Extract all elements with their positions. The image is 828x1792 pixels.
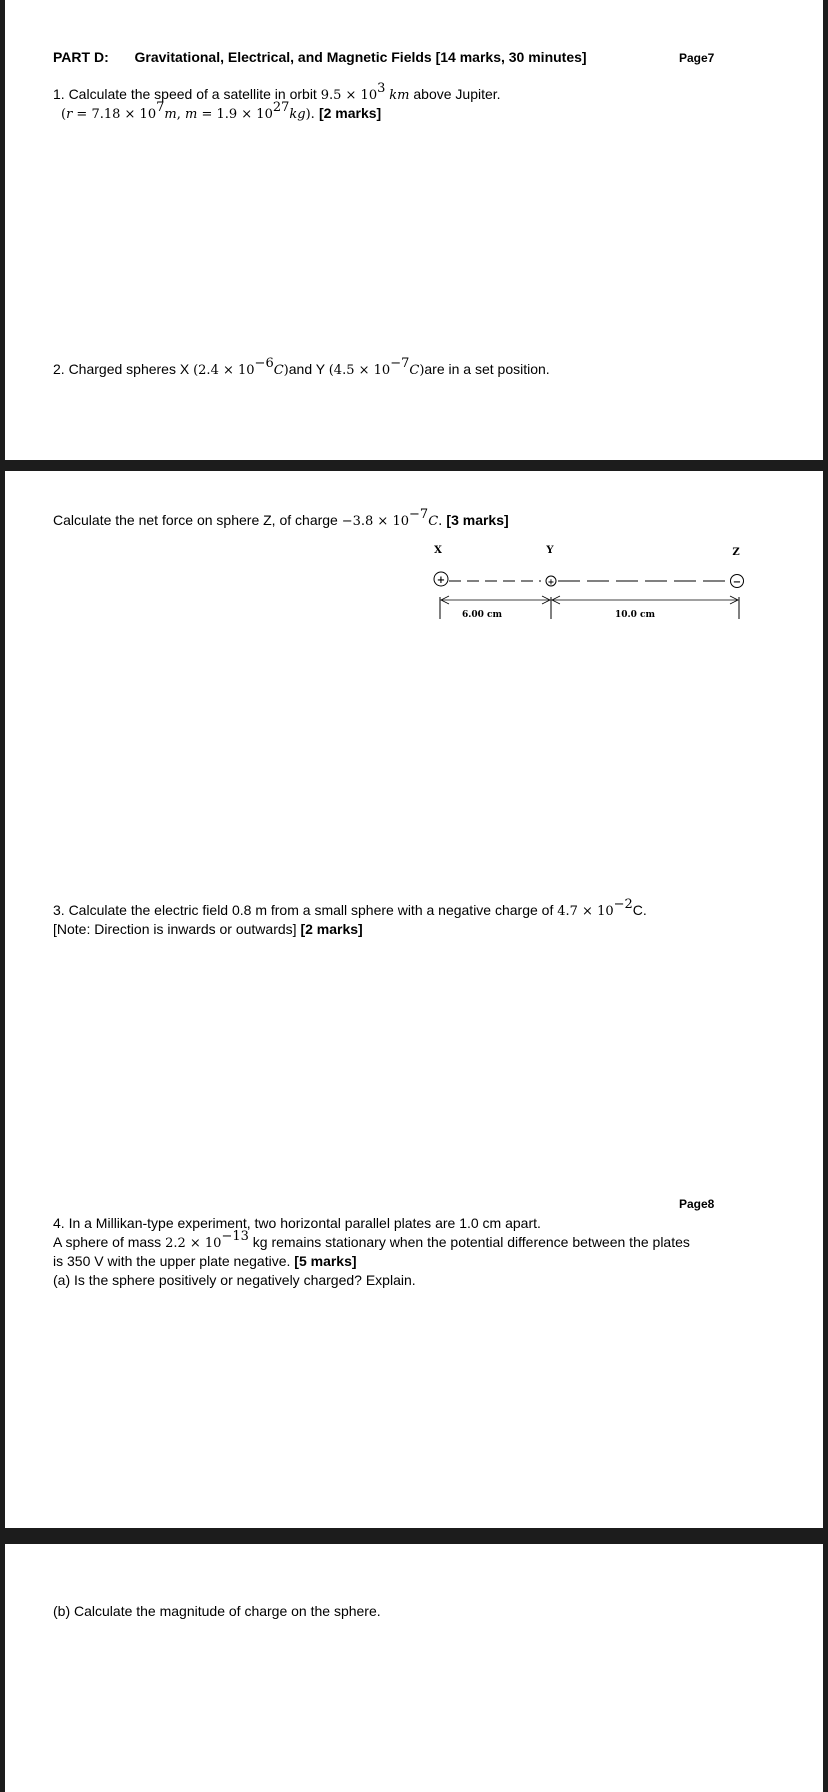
question-1-line-1: 1. Calculate the speed of a satellite in orbit $9.5 \times 10^3$ km above Jupiter. bbox=[53, 80, 501, 103]
marks-label: [3 marks] bbox=[446, 512, 509, 528]
marks-label: [5 marks] bbox=[294, 1253, 357, 1269]
marks-label: [2 marks] bbox=[300, 921, 363, 937]
page-7-continued bbox=[5, 471, 823, 1528]
question-2-line: 2. Charged spheres X $(2.4 \times 10^{-6}C)and$ Y $(4.5 \times 10^{-7}C)are$ in a set position. bbox=[53, 355, 550, 378]
page-number: Page7 bbox=[679, 51, 715, 65]
sphere-z-sign: − bbox=[732, 577, 742, 588]
question-4b: (b) Calculate the magnitude of charge on the sphere. bbox=[53, 1603, 381, 1619]
question-3-line-2: [Note: Direction is inwards or outwards] [2 marks] bbox=[53, 921, 363, 937]
question-4-line-1: 4. In a Millikan-type experiment, two horizontal parallel plates are 1.0 cm apart. bbox=[53, 1215, 541, 1231]
sphere-x-sign: + bbox=[436, 575, 446, 586]
label-z: Z bbox=[732, 547, 740, 558]
page-number: Page8 bbox=[679, 1197, 715, 1211]
question-3-line-1: 3. Calculate the electric field 0.8 m from a small sphere with a negative charge of $4.7 \times 10^{-2}C$. bbox=[53, 896, 647, 919]
question-4-line-3: is 350 V with the upper plate negative. [5 marks] bbox=[53, 1253, 357, 1269]
part-title: Gravitational, Electrical, and Magnetic Fields [14 marks, 30 minutes] bbox=[134, 49, 587, 65]
sphere-y-sign: + bbox=[547, 576, 555, 587]
question-4a: (a) Is the sphere positively or negatively charged? Explain. bbox=[53, 1272, 416, 1288]
part-heading bbox=[53, 48, 587, 66]
question-4-line-2: A sphere of mass $2.2 \times 10^{-13}$ kg remains stationary when the potential difference between the plates bbox=[53, 1228, 690, 1251]
label-y: Y bbox=[546, 545, 554, 556]
question-2-continued: Calculate the net force on sphere Z, of charge $-3.8 \times 10^{-7}C$. [3 marks] bbox=[53, 506, 509, 529]
distance-xy-label: 6.00 cm bbox=[461, 610, 503, 620]
page-8-continued bbox=[5, 1544, 823, 1792]
marks-label: [2 marks] bbox=[318, 105, 382, 121]
page-7 bbox=[5, 0, 823, 460]
part-label: PART D: bbox=[53, 49, 109, 65]
question-1-line-2: ($r = 7.18 \times 10^7m$, $m = 1.9 \times 10^{27}kg$). [2 marks] bbox=[61, 99, 382, 122]
label-x: X bbox=[434, 545, 442, 556]
distance-yz-label: 10.0 cm bbox=[614, 610, 656, 620]
charge-diagram bbox=[425, 539, 765, 629]
